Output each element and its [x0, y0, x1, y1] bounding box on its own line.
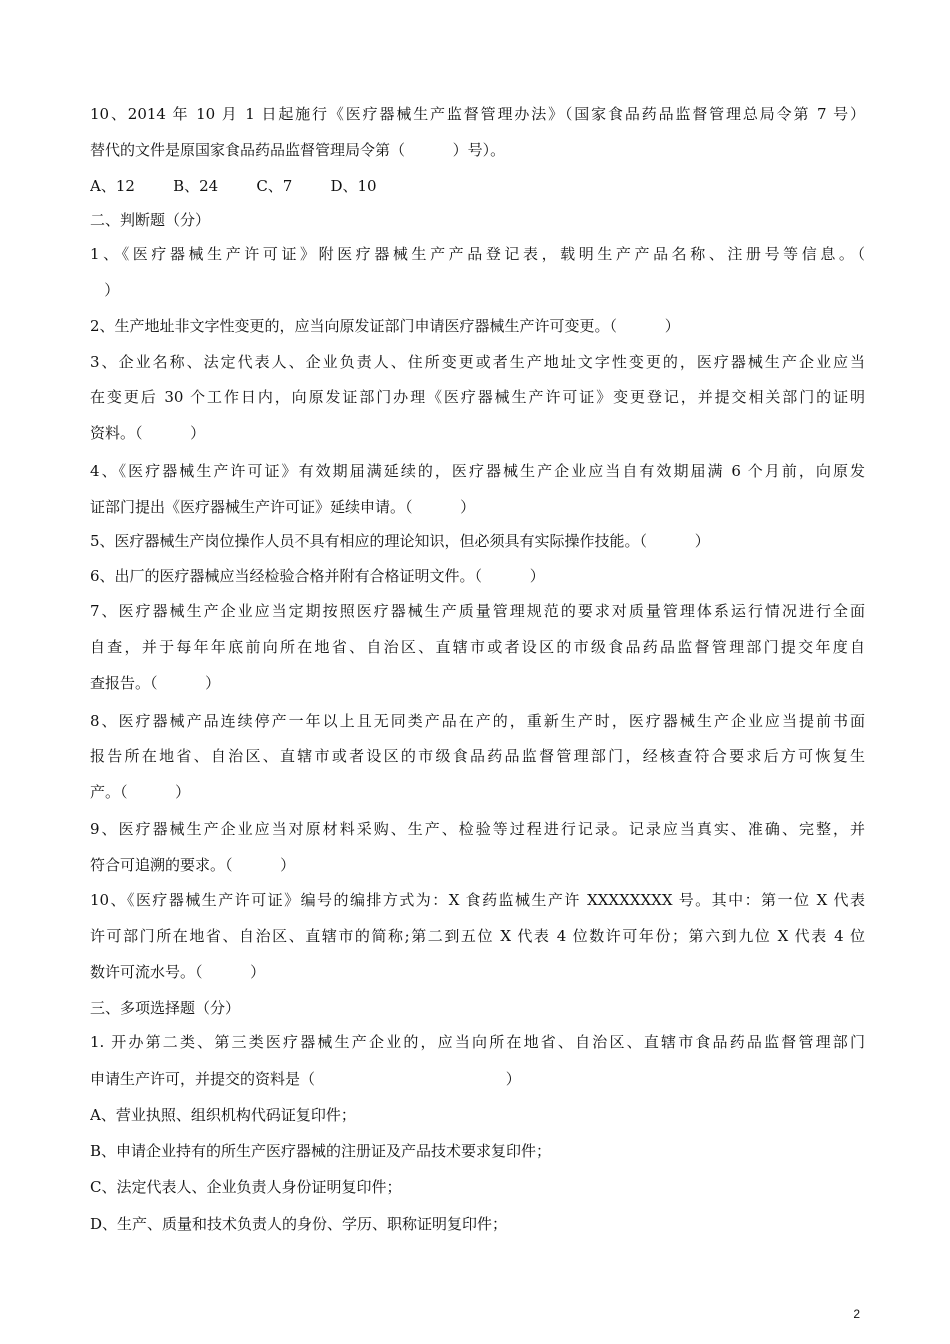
text-line: 申请生产许可，并提交的资料是（ ） [90, 1070, 521, 1088]
text-line: 7、医疗器械生产企业应当定期按照医疗器械生产质量管理规范的要求对质量管理体系运行情况进行全面 [90, 602, 865, 620]
text-line: ） [90, 281, 120, 299]
option-line: A、营业执照、组织机构代码证复印件； [90, 1106, 356, 1124]
text-line: 9、医疗器械生产企业应当对原材料采购、生产、检验等过程进行记录。记录应当真实、准确、完整，并 [90, 820, 865, 838]
section-heading: 三、多项选择题（分） [90, 999, 241, 1017]
text-line: 自查，并于每年年底前向所在地省、自治区、直辖市或者设区的市级食品药品监督管理部门提交年度自 [90, 638, 865, 656]
option-line: C、法定代表人、企业负责人身份证明复印件； [90, 1178, 402, 1196]
text-line: 5、医疗器械生产岗位操作人员不具有相应的理论知识，但必须具有实际操作技能。（ ） [90, 532, 710, 550]
text-line: 查报告。（ ） [90, 674, 221, 692]
text-line: 符合可追溯的要求。（ ） [90, 856, 296, 874]
text-line: 在变更后 30 个工作日内，向原发证部门办理《医疗器械生产许可证》变更登记，并提交相关部门的证明 [90, 388, 865, 406]
text-line: 资料。（ ） [90, 424, 206, 442]
page-number: 2 [853, 1307, 860, 1321]
text-line: A、12 B、24 C、7 D、10 [90, 177, 377, 195]
option-line: D、生产、质量和技术负责人的身份、学历、职称证明复印件； [90, 1215, 508, 1233]
text-line: 10、《医疗器械生产许可证》编号的编排方式为：X 食药监械生产许 XXXXXXXX 号。其中：第一位 X 代表 [90, 891, 865, 909]
text-line: 许可部门所在地省、自治区、直辖市的简称;第二到五位 X 代表 4 位数许可年份；第六到九位 X 代表 4 位 [90, 927, 865, 945]
text-line: 4、《医疗器械生产许可证》有效期届满延续的，医疗器械生产企业应当自有效期届满 6 个月前，向原发 [90, 462, 865, 480]
text-line: 6、出厂的医疗器械应当经检验合格并附有合格证明文件。（ ） [90, 567, 545, 585]
text-line: 10、2014 年 10 月 1 日起施行《医疗器械生产监督管理办法》（国家食品药品监督管理总局令第 7 号） [90, 105, 865, 123]
text-line: 产。（ ） [90, 783, 191, 801]
text-line: 替代的文件是原国家食品药品监督管理局令第（ ）号）。 [90, 141, 506, 159]
section-heading: 二、判断题（分） [90, 211, 211, 229]
text-line: 证部门提出《医疗器械生产许可证》延续申请。（ ） [90, 498, 476, 516]
text-line: 1. 开办第二类、第三类医疗器械生产企业的，应当向所在地省、自治区、直辖市食品药品监督管理部门 [90, 1033, 865, 1051]
text-line: 3、企业名称、法定代表人、企业负责人、住所变更或者生产地址文字性变更的，医疗器械生产企业应当 [90, 353, 865, 371]
option-line: B、申请企业持有的所生产医疗器械的注册证及产品技术要求复印件； [90, 1142, 552, 1160]
text-line: 2、生产地址非文字性变更的，应当向原发证部门申请医疗器械生产许可变更。（ ） [90, 317, 680, 335]
text-line: 数许可流水号。（ ） [90, 963, 266, 981]
text-line: 报告所在地省、自治区、直辖市或者设区的市级食品药品监督管理部门，经核查符合要求后方可恢复生 [90, 747, 865, 765]
text-line: 8、医疗器械产品连续停产一年以上且无同类产品在产的，重新生产时，医疗器械生产企业应当提前书面 [90, 712, 865, 730]
text-line: 1、《医疗器械生产许可证》附医疗器械生产产品登记表，载明生产产品名称、注册号等信息。（ [90, 245, 865, 263]
